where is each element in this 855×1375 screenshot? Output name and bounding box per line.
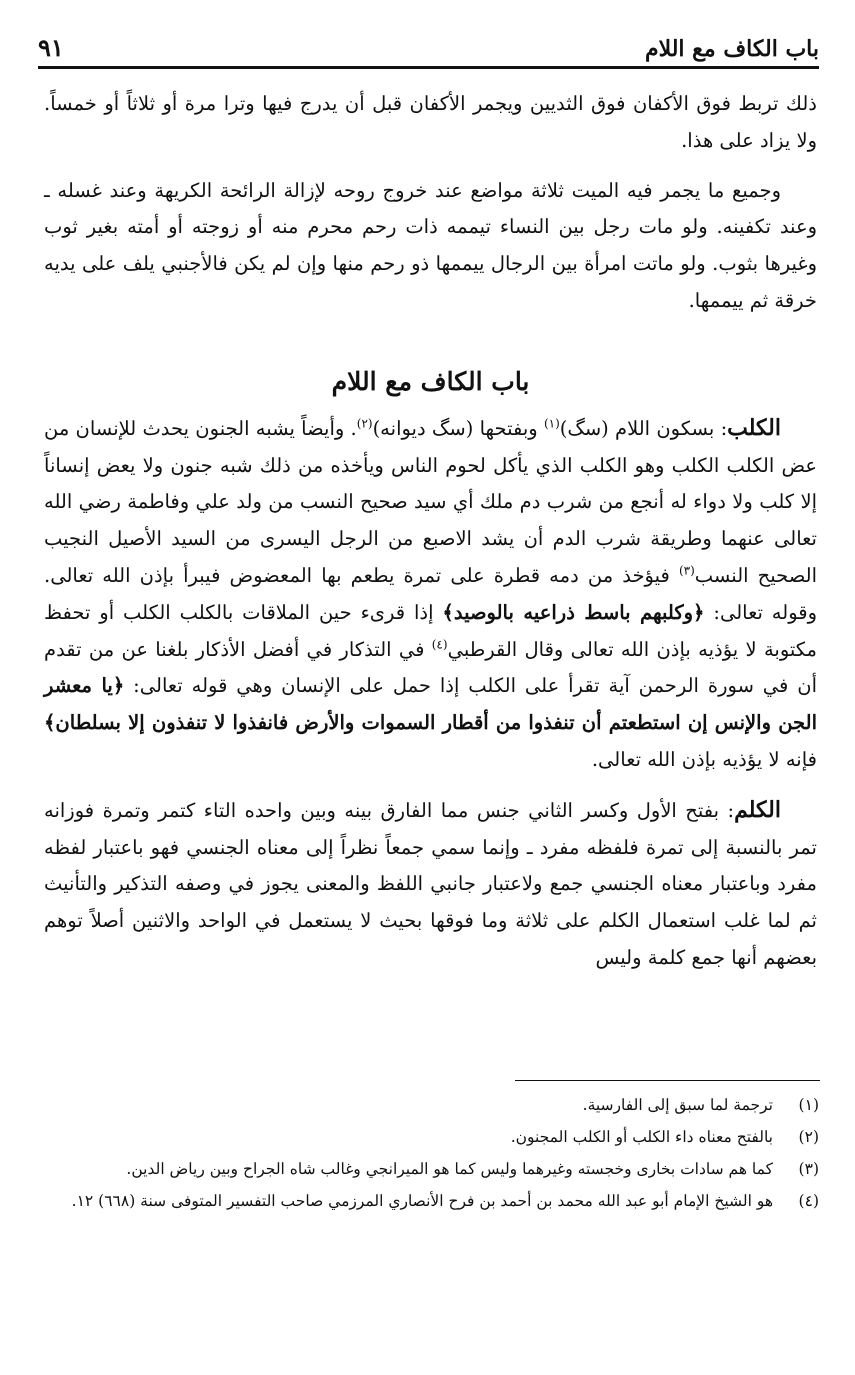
kalb-text-e: إذا قرىء حين الملاقات بالكلب الكلب أو تحفظ مكتوبة لا يؤذيه بإذن الله تعالى وقال القرطبي bbox=[44, 600, 817, 661]
footnote-text: هو الشيخ الإمام أبو عبد الله محمد بن أحمد بن فرح الأنصاري المرزمي صاحب التفسير المتوفى سنة (٦٦٨) ١٢. bbox=[71, 1192, 773, 1210]
quran-verse-kahf: ﴿وكلبهم باسط ذراعيه بالوصيد﴾ bbox=[442, 600, 705, 624]
footnote-ref-2: (٢) bbox=[356, 416, 373, 431]
paragraph-shroud: ذلك تربط فوق الأكفان فوق الثديين ويجمر الأكفان قبل أن يدرج فيها وترا مرة أو ثلاثاً أو خمساً. ولا يزاد على هذا. bbox=[44, 92, 817, 152]
main-text bbox=[44, 86, 817, 977]
entry-kalim bbox=[44, 792, 817, 977]
footnotes bbox=[44, 1092, 819, 1220]
footnote bbox=[44, 1124, 819, 1151]
footnote-text: بالفتح معناه داء الكلب أو الكلب المجنون. bbox=[510, 1128, 773, 1146]
entry-term-kalim: الكلم bbox=[734, 796, 781, 823]
footnote-number: (٣) bbox=[798, 1160, 819, 1178]
footnote-number: (٢) bbox=[798, 1128, 819, 1146]
page-number: ٩١ bbox=[38, 33, 64, 62]
footnote-number: (١) bbox=[798, 1096, 819, 1114]
footnote-ref-1: (١) bbox=[543, 416, 560, 431]
entry-term-kalb: الكلب bbox=[727, 414, 781, 441]
entry-kalb bbox=[44, 410, 817, 779]
kalb-text-f: في التذكار في أفضل الأذكار بلغنا عن من تقدم أن في سورة الرحمن آية تقرأ على الكلب إذا حمل على الإنسان وهي قوله تعالى: bbox=[44, 637, 818, 698]
kalb-text-a: : بسكون اللام (سگ) bbox=[559, 416, 728, 440]
footnote-ref-3: (٣) bbox=[678, 563, 695, 578]
kalim-text: : بفتح الأول وكسر الثاني جنس مما الفارق بينه وبين واحده التاء كتمر وتمرة فوزانه تمر بالنسبة إلى تمرة فلفظه مفرد ـ وإنما سمي جمعاً نظراً إلى معناه الجنسي فهو باعتبار لفظه مفرد وباعتبار معناه الجنسي جمع ولاعتبار جانبي اللفظ والمعنى يجوز في وصفه التذكير والتأنيث ثم لما غلب استعمال الكلم على ثلاثة وما فوقها بحيث لا يستعمل في الواحد والاثنين أصلاً توهم بعضهم أنها جمع كلمة وليس bbox=[44, 798, 817, 969]
footnote bbox=[44, 1092, 819, 1119]
footnote-text: كما هم سادات بخارى وخجسته وغيرهما وليس كما هو الميرانجي وغالب شاه الجراح وبين رياض الدين. bbox=[126, 1160, 773, 1178]
quran-verse-rahman: ﴿يا معشر الجن والإنس إن استطعتم أن تنفذوا من أقطار السموات والأرض فانفذوا لا تنفذون إلا بسلطان﴾ bbox=[44, 674, 817, 735]
kalb-text-c: . وأيضاً يشبه الجنون يحدث للإنسان من عض الكلب الكلب وهو الكلب الذي يأكل لحوم الناس ويأخذه من ذلك شبه جنون ولا يعض إنساناً إلا كلب ولا دواء له أنجع من شرب دم ملك أي سيد صحيح النسب من ولد علي وفاطمة رضي الله تعالى عنهما وطريقة شرب الدم أن يشد الاصبع من الرجل اليسرى من السيد الأصيل النجيب الصحيح النسب bbox=[44, 416, 817, 587]
kalb-text-g: فإنه لا يؤذيه بإذن الله تعالى. bbox=[591, 747, 817, 771]
footnote-rule bbox=[515, 1080, 820, 1081]
footnote bbox=[44, 1188, 819, 1215]
header-rule bbox=[38, 66, 819, 69]
footnote bbox=[44, 1156, 819, 1183]
footnote-text: ترجمة لما سبق إلى الفارسية. bbox=[582, 1096, 773, 1114]
footnote-number: (٤) bbox=[798, 1192, 819, 1210]
running-header bbox=[38, 22, 819, 62]
footnote-ref-4: (٤) bbox=[431, 637, 448, 652]
kalb-text-b: وبفتحها (سگ ديوانه) bbox=[372, 416, 544, 440]
section-title: باب الكاف مع اللام bbox=[331, 366, 530, 396]
kalb-text-d: فيؤخذ من دمه قطرة على تمرة يطعم بها المعضوض فيبرأ بإذن الله تعالى. وقوله تعالى: bbox=[44, 563, 817, 624]
running-title: باب الكاف مع اللام bbox=[644, 36, 819, 62]
paragraph-incense: وجميع ما يجمر فيه الميت ثلاثة مواضع عند خروج روحه لإزالة الرائحة الكريهة وعند غسله ـ وعند تكفينه. ولو مات رجل بين النساء تيممه ذات رحم محرم منه أو زوجته أو أمته بغير ثوب وغيرها بثوب. ولو ماتت امرأة بين الرجال ييممها ذو رحم منها وإن لم يكن فالأجنبي يلف على يديه خرقة ثم ييممها. bbox=[44, 178, 817, 312]
